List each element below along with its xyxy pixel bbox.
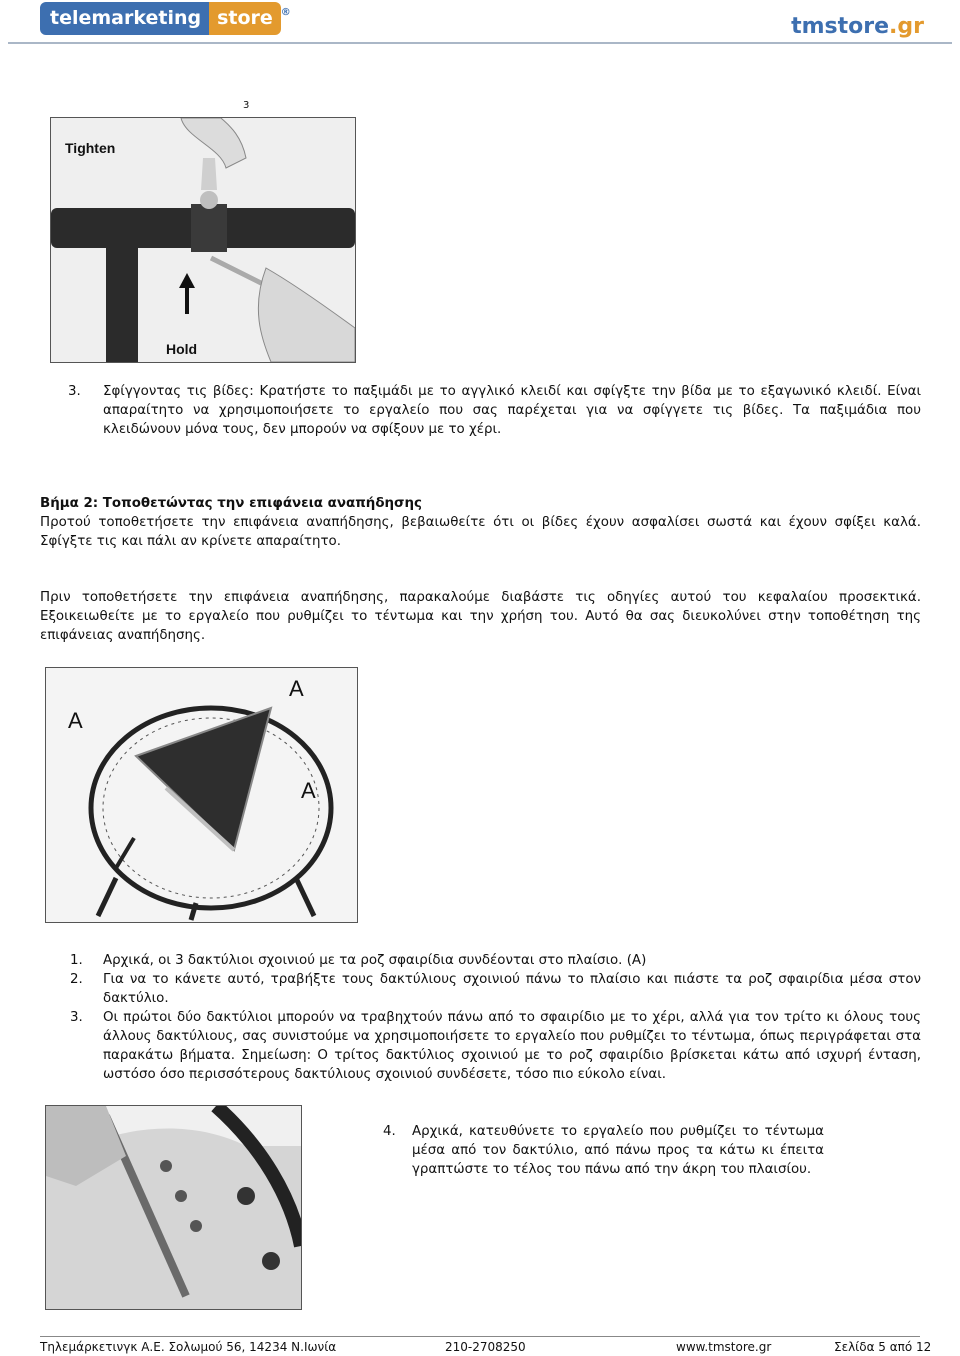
figure-trampoline-frame — [45, 667, 358, 923]
step3-text: Σφίγγοντας τις βίδες: Κρατήστε το παξιμάδι με το αγγλικό κλειδί και σφίγξτε την βίδα με το εξαγωνικό κλειδί. Είναι απαραίτητο να χρησιμοποιήσετε το εργαλείο που σας παρέχεται για να σφίγγετε τις βίδες. Τα παξιμάδια που κλειδώνουν μόνα τους, δεν μπορούν να σφίξουν με το χέρι. — [103, 384, 921, 437]
hold-label: Hold — [166, 341, 198, 357]
site-name-tld: .gr — [889, 14, 924, 39]
figure-corner-mark: 3 — [243, 100, 250, 111]
figure-tension-tool — [45, 1105, 302, 1310]
step4-number: 4. — [383, 1124, 396, 1139]
label-a-top-right: A — [289, 676, 304, 701]
trampoline-frame-illustration — [46, 668, 357, 922]
list-item-3-text: Οι πρώτοι δύο δακτύλιοι μπορούν να τραβηχτούν πάνω από το σφαιρίδιο με το χέρι, αλλά για τον τρίτο κι όλους τους άλλους δακτύλιους, σας συνιστούμε να χρησιμοποιήσετε το εργαλείο που ρυθμίζει το τέντωμα, όπως περιγράφεται στα παρακάτω βήματα. Σημείωση: Ο τρίτος δακτύλιος σχοινιού με το ροζ σφαιρίδιο βρίσκεται κάτω από ισχυρή ένταση, ωστόσο όσο περισσότερους δακτύλιους σχοινιού συνδέσετε, τόσο πιο εύκολο είναι. — [103, 1010, 921, 1082]
intro-text: Πριν τοποθετήσετε την επιφάνεια αναπήδησης, παρακαλούμε διαβάστε τις οδηγίες αυτού του κεφαλαίου προσεκτικά. Εξοικειωθείτε με το εργαλείο που ρυθμίζει το τέντωμα και την χρήση του. Αυτό θα σας διευκολύνει στην τοποθέτηση της επιφάνειας αναπήδησης. — [40, 590, 921, 643]
list-item-2-number: 2. — [70, 972, 83, 987]
tension-tool-illustration — [46, 1106, 301, 1309]
tighten-bolts-illustration — [51, 118, 355, 362]
step2-text: Προτού τοποθετήσετε την επιφάνεια αναπήδησης, βεβαιωθείτε ότι οι βίδες έχουν ασφαλίσει σωστά και έχουν σφίξει καλά. Σφίγξτε τις και πάλι αν κρίνετε απαραίτητο. — [40, 515, 921, 549]
site-name-main: tmstore — [791, 14, 890, 39]
page-header — [0, 0, 960, 48]
telemarketing-store-logo[interactable] — [40, 2, 291, 35]
list-item-1-number: 1. — [70, 953, 83, 968]
step3-number: 3. — [68, 384, 81, 399]
figure-tighten-bolts — [50, 117, 356, 363]
logo-store-word: store — [217, 7, 273, 29]
registered-mark: ® — [280, 7, 291, 18]
list-item-2-text: Για να το κάνετε αυτό, τραβήξτε τους δακτύλιους σχοινιού πάνω το πλαίσιο και πιάστε τα ροζ σφαιρίδια μέσα στον δακτύλιο. — [103, 972, 921, 1006]
footer-website[interactable]: www.tmstore.gr — [676, 1340, 772, 1354]
label-a-left: A — [68, 708, 83, 733]
list-item-3-number: 3. — [70, 1010, 83, 1025]
step4-text: Αρχικά, κατευθύνετε το εργαλείο που ρυθμίζει το τέντωμα μέσα από τον δακτύλιο, από πάνω προς τα κάτω κι έπειτα γραπτώστε το τέλος του πάνω από την άκρη του πλαισίου. — [412, 1124, 824, 1177]
footer-divider — [40, 1336, 920, 1337]
footer-phone: 210-2708250 — [445, 1340, 526, 1354]
footer-company: Τηλεμάρκετινγκ Α.Ε. Σολωμού 56, 14234 Ν.Ιωνία — [40, 1340, 337, 1354]
logo-text-left: telemarketing — [40, 2, 209, 35]
label-a-right: A — [301, 778, 316, 803]
header-divider — [8, 42, 952, 44]
footer-page-number: Σελίδα 5 από 12 — [834, 1340, 932, 1354]
site-name[interactable] — [791, 14, 924, 39]
logo-text-right — [209, 2, 291, 35]
tighten-label: Tighten — [65, 140, 116, 156]
step2-heading: Βήμα 2: Τοποθετώντας την επιφάνεια αναπήδησης — [40, 496, 422, 511]
list-item-1-text: Αρχικά, οι 3 δακτύλιοι σχοινιού με τα ροζ σφαιρίδια συνδέονται στο πλαίσιο. (A) — [103, 953, 647, 968]
